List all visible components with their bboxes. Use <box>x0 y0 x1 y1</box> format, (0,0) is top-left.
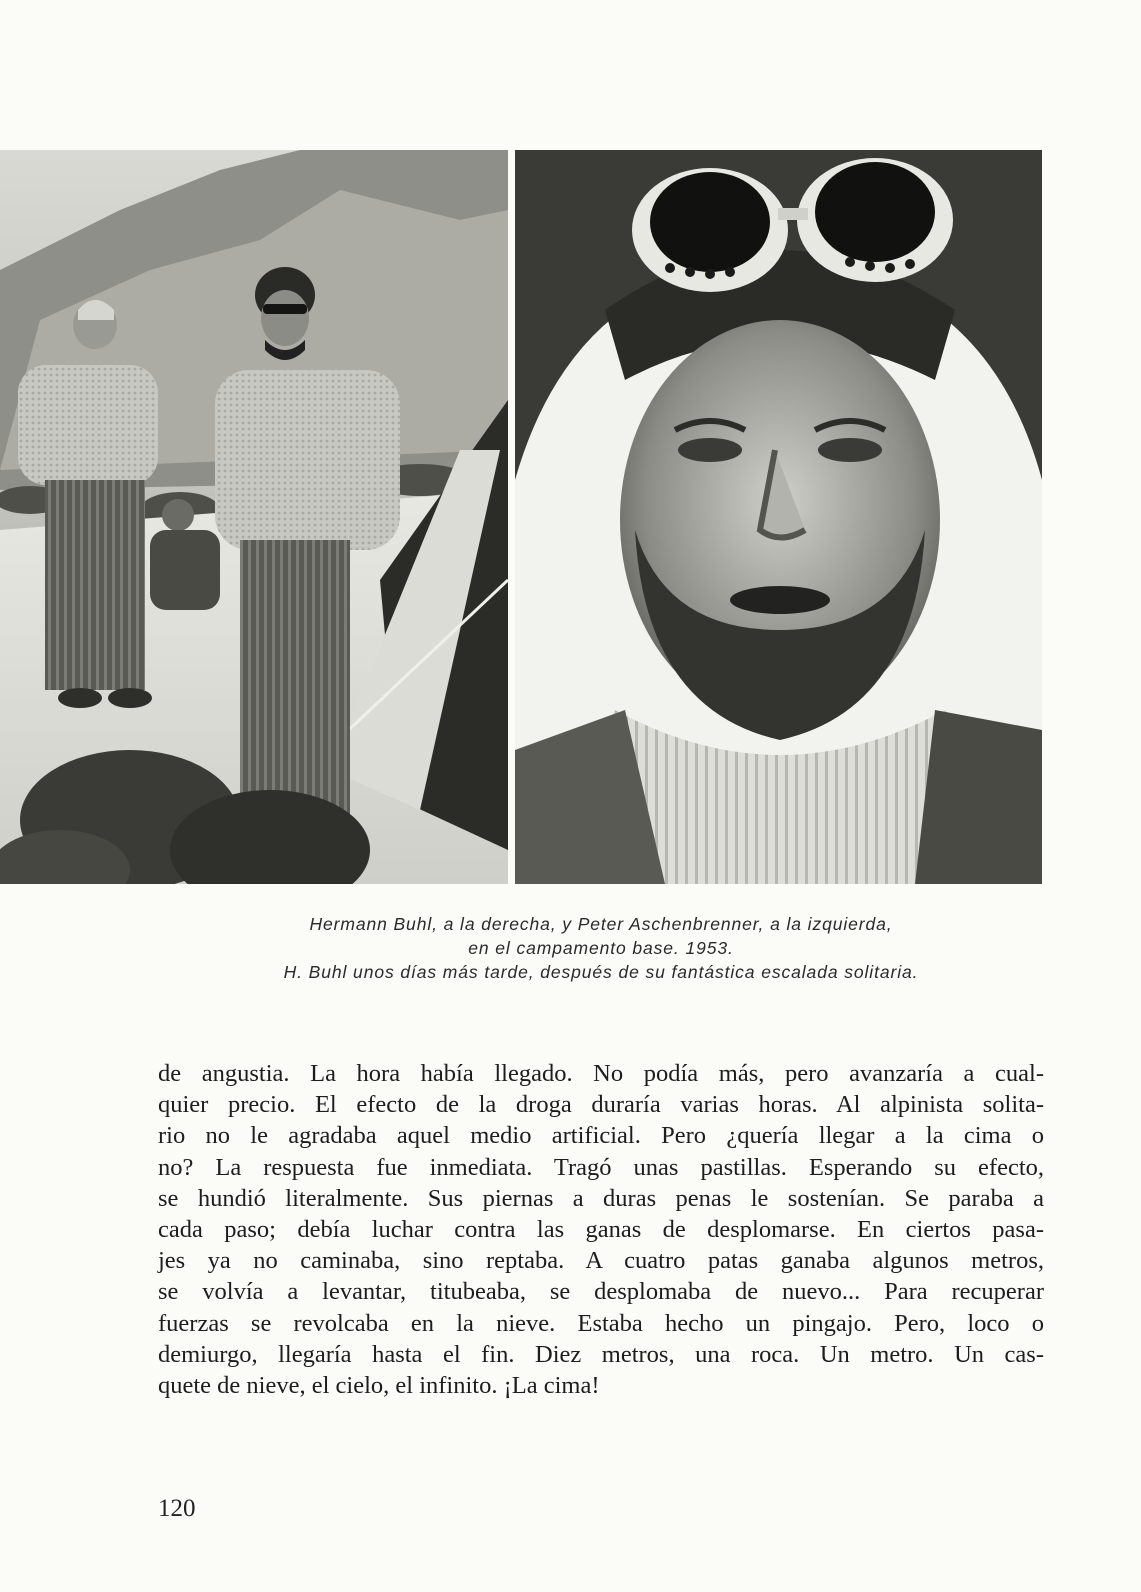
photo-buhl-portrait <box>515 150 1042 884</box>
caption-line: Hermann Buhl, a la derecha, y Peter Aschenbrenner, a la izquierda, <box>309 914 893 934</box>
body-line: quier precio. El efecto de la droga duraría varias horas. Al alpinista solita- <box>158 1091 1044 1119</box>
photo-climbers-illustration <box>0 150 508 884</box>
photo-caption <box>190 912 1012 984</box>
body-line: cada paso; debía luchar contra las ganas de desplomarse. En ciertos pasa- <box>158 1215 1044 1243</box>
caption-line: H. Buhl unos días más tarde, después de su fantástica escalada solitaria. <box>283 962 919 982</box>
body-line: de angustia. La hora había llegado. No podía más, pero avanzaría a cual- <box>158 1060 1044 1087</box>
photo-portrait-illustration <box>515 150 1042 884</box>
body-line: fuerzas se revolcaba en la nieve. Estaba hecho un pingajo. Pero, loco o <box>158 1309 1044 1337</box>
body-line: no? La respuesta fue inmediata. Tragó unas pastillas. Esperando su efecto, <box>158 1153 1044 1181</box>
body-line: jes ya no caminaba, sino reptaba. A cuatro patas ganaba algunos metros, <box>158 1247 1044 1275</box>
body-line: demiurgo, llegaría hasta el fin. Diez metros, una roca. Un metro. Un cas- <box>158 1340 1044 1368</box>
photo-climbers-base-camp <box>0 150 508 884</box>
caption-line: en el campamento base. 1953. <box>468 938 734 958</box>
body-line: se hundió literalmente. Sus piernas a duras penas le sostenían. Se paraba a <box>158 1184 1044 1212</box>
body-line: rio no le agradaba aquel medio artificial. Pero ¿quería llegar a la cima o <box>158 1122 1044 1150</box>
body-line: se volvía a levantar, titubeaba, se desplomaba de nuevo... Para recuperar <box>158 1278 1044 1306</box>
page-number: 120 <box>158 1495 196 1522</box>
body-paragraph <box>158 1058 1044 1401</box>
body-line: quete de nieve, el cielo, el infinito. ¡La cima! <box>158 1371 600 1399</box>
